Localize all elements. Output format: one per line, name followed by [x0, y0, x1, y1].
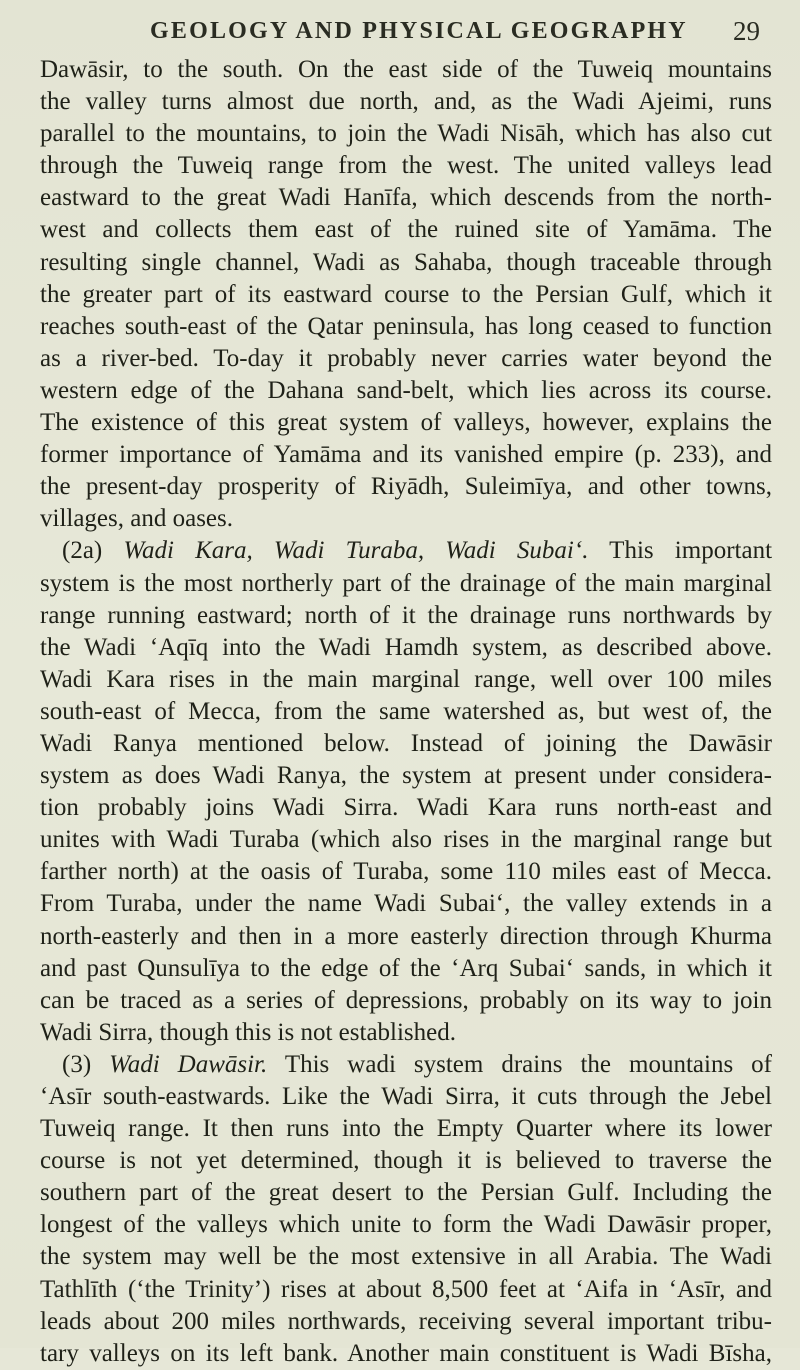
text-line: course is not yet determined, though it is believed to traverse the: [40, 1147, 772, 1175]
text-line: Wadi Kara rises in the main marginal range, well over 100 miles: [40, 665, 772, 693]
text-line: western edge of the Dahana sand-belt, which lies across its course.: [40, 376, 772, 404]
section-number: (2a): [62, 537, 124, 565]
text-line: the Wadi ‘Aqīq into the Wadi Hamdh system, as described above.: [40, 633, 772, 661]
text-line: tary valleys on its left bank. Another main constituent is Wadi Bīsha,: [40, 1339, 772, 1367]
text-line: Wadi Sirra, though this is not established.: [40, 1018, 457, 1046]
text-line-with-heading: [40, 535, 772, 567]
text-line: as a river-bed. To-day it probably never carries water beyond the: [40, 344, 772, 372]
text-line: through the Tuweiq range from the west. The united valleys lead: [40, 152, 772, 180]
text-line: former importance of Yamāma and its vanished empire (p. 233), and: [40, 441, 772, 469]
text-line: Tuweiq range. It then runs into the Empty Quarter where its lower: [40, 1115, 772, 1143]
section-heading: Wadi Dawāsir.: [109, 1050, 268, 1078]
text-line: unites with Wadi Turaba (which also rises in the marginal range but: [40, 826, 772, 854]
text-line: From Turaba, under the name Wadi Subai‘, the valley extends in a: [40, 890, 772, 918]
text-line: ‘Asīr south-eastwards. Like the Wadi Sirra, it cuts through the Jebel: [40, 1083, 772, 1110]
text-line: the greater part of its eastward course to the Persian Gulf, which it: [40, 280, 772, 308]
text-line: the present-day prosperity of Riyādh, Suleimīya, and other towns,: [40, 473, 772, 501]
paragraph-wadi-kara: [40, 535, 772, 1049]
text-line: Wadi Ranya mentioned below. Instead of joining the Dawāsir: [40, 729, 772, 757]
text-line: reaches south-east of the Qatar peninsula, has long ceased to function: [40, 312, 772, 340]
text-line: The existence of this great system of valleys, however, explains the: [40, 409, 772, 437]
section-number: (3): [62, 1050, 110, 1078]
text-line: can be traced as a series of depressions, probably on its way to join: [40, 986, 772, 1014]
text-line-with-heading: [40, 1049, 772, 1081]
running-head: [150, 14, 760, 48]
text-line: system as does Wadi Ranya, the system at present under considera-: [40, 762, 772, 790]
text-line: parallel to the mountains, to join the Wadi Nisāh, which has also cut: [40, 120, 772, 148]
paragraph-wadi-dawasir: [40, 1049, 772, 1370]
text-line: Tathlīth (‘the Trinity’) rises at about 8,500 feet at ‘Aifa in ‘Asīr, and: [40, 1275, 772, 1303]
text-line: leads about 200 miles northwards, receiving several important tribu-: [40, 1307, 772, 1335]
text-line: and past Qunsulīya to the edge of the ‘Arq Subai‘ sands, in which it: [40, 954, 772, 982]
text-run: This important: [588, 537, 772, 565]
paragraph-dawasir-continued: [40, 54, 772, 535]
page-number: 29: [733, 15, 760, 46]
text-line: longest of the valleys which unite to form the Wadi Dawāsir proper,: [40, 1211, 772, 1239]
text-run: This wadi system drains the mountains of: [267, 1050, 772, 1078]
text-line: range running eastward; north of it the drainage runs northwards by: [40, 601, 772, 629]
text-line: southern part of the great desert to the Persian Gulf. Including the: [40, 1179, 772, 1207]
text-line: resulting single channel, Wadi as Sahaba, though traceable through: [40, 248, 772, 276]
body-text: [40, 54, 772, 1370]
text-line: south-east of Mecca, from the same watershed as, but west of, the: [40, 697, 772, 725]
text-line: the valley turns almost due north, and, as the Wadi Ajeimi, runs: [40, 88, 772, 116]
text-line: the system may well be the most extensive in all Arabia. The Wadi: [40, 1243, 772, 1271]
text-line: system is the most northerly part of the drainage of the main marginal: [40, 569, 772, 597]
running-title: GEOLOGY AND PHYSICAL GEOGRAPHY: [150, 17, 688, 44]
text-line: Dawāsir, to the south. On the east side of the Tuweiq mountains: [40, 56, 772, 83]
text-line: villages, and oases.: [40, 505, 234, 533]
section-heading: Wadi Kara, Wadi Turaba, Wadi Subai‘.: [123, 537, 589, 565]
text-line: west and collects them east of the ruined site of Yamāma. The: [40, 216, 772, 244]
text-line: farther north) at the oasis of Turaba, some 110 miles east of Mecca.: [40, 858, 772, 886]
text-line: tion probably joins Wadi Sirra. Wadi Kara runs north-east and: [40, 794, 772, 822]
text-line: eastward to the great Wadi Hanīfa, which descends from the north-: [40, 184, 772, 212]
text-line: north-easterly and then in a more easterly direction through Khurma: [40, 922, 772, 950]
